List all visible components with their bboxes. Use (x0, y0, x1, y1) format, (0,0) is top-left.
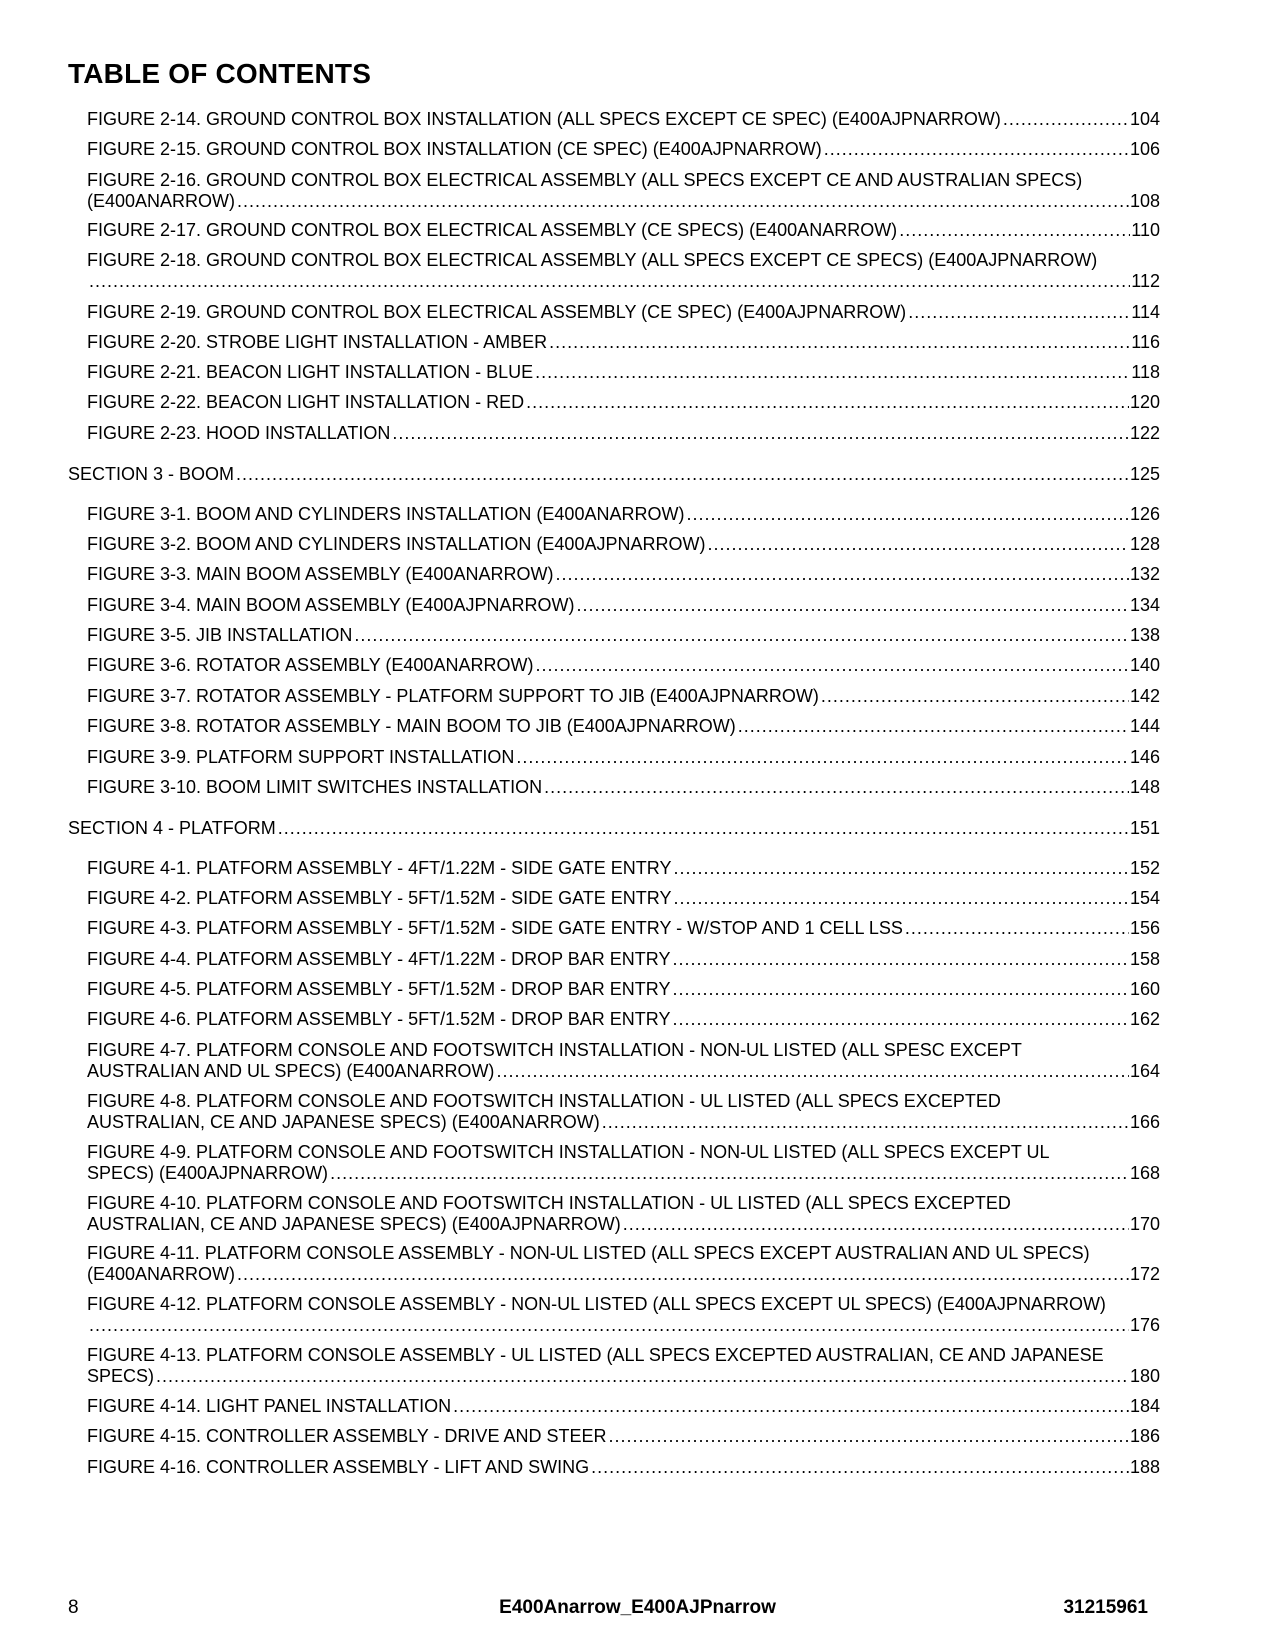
toc-figure-entry[interactable] (87, 777, 1160, 798)
toc-entry-title-line: FIGURE 3-4. MAIN BOOM ASSEMBLY (E400AJPNARROW) (87, 595, 575, 615)
dot-leader (496, 1061, 1129, 1082)
dot-leader (821, 686, 1129, 707)
toc-entry-title-line: FIGURE 3-9. PLATFORM SUPPORT INSTALLATION (87, 747, 515, 767)
toc-entry-page-number: 108 (1129, 191, 1160, 211)
toc-entry-leader-row (87, 302, 1160, 323)
toc-figure-entry[interactable] (87, 1426, 1160, 1447)
toc-entry-title-line: FIGURE 3-5. JIB INSTALLATION (87, 625, 353, 645)
dot-leader (535, 362, 1130, 383)
dot-leader (516, 747, 1129, 768)
dot-leader (555, 564, 1129, 585)
toc-figure-entry[interactable] (87, 1396, 1160, 1417)
toc-entry-title-line: FIGURE 2-15. GROUND CONTROL BOX INSTALLATION (CE SPEC) (E400AJPNARROW) (87, 139, 822, 159)
toc-entry-leader-row (87, 139, 1160, 160)
footer-page-number: 8 (68, 1597, 79, 1618)
toc-entry-title-line: SPECS) (87, 1366, 155, 1386)
dot-leader (549, 332, 1130, 353)
dot-leader (673, 858, 1128, 879)
toc-entry-title-line: FIGURE 3-7. ROTATOR ASSEMBLY - PLATFORM SUPPORT TO JIB (E400AJPNARROW) (87, 686, 819, 706)
toc-entry-page-number: 172 (1129, 1264, 1160, 1284)
toc-entry-page-number: 176 (1129, 1315, 1160, 1335)
toc-entry-title-line: FIGURE 4-5. PLATFORM ASSEMBLY - 5FT/1.52M - DROP BAR ENTRY (87, 979, 671, 999)
toc-entry-page-number: 112 (1131, 271, 1160, 291)
toc-entry-leader-row (87, 1163, 1160, 1184)
dot-leader (623, 1214, 1129, 1235)
toc-entry-page-number: 125 (1129, 464, 1160, 484)
toc-entry-page-number: 114 (1131, 302, 1160, 322)
dot-leader (535, 655, 1129, 676)
toc-entry-leader-row (87, 1396, 1160, 1417)
toc-entry-title-line: FIGURE 3-10. BOOM LIMIT SWITCHES INSTALLATION (87, 777, 543, 797)
toc-entry-page-number: 126 (1129, 504, 1160, 524)
toc-figure-entry[interactable] (87, 423, 1160, 444)
toc-figure-entry[interactable] (87, 139, 1160, 160)
toc-entry-leader-row (87, 716, 1160, 737)
toc-entry-title-line: FIGURE 3-3. MAIN BOOM ASSEMBLY (E400ANARROW) (87, 564, 554, 584)
toc-entry-leader-row (87, 564, 1160, 585)
toc-entry-page-number: 180 (1129, 1366, 1160, 1386)
toc-entry-leader-row (87, 392, 1160, 413)
dot-leader (707, 534, 1129, 555)
toc-entry-title-line: FIGURE 2-21. BEACON LIGHT INSTALLATION - BLUE (87, 362, 534, 382)
toc-entry-title-line: FIGURE 2-17. GROUND CONTROL BOX ELECTRICAL ASSEMBLY (CE SPECS) (E400ANARROW) (87, 220, 898, 240)
toc-entry-title-line: FIGURE 3-1. BOOM AND CYLINDERS INSTALLATION (E400ANARROW) (87, 504, 685, 524)
toc-figure-entry[interactable] (87, 302, 1160, 323)
toc-entry-page-number: 142 (1129, 686, 1160, 706)
toc-entry-leader-row (87, 858, 1160, 879)
toc-entry-leader-row (68, 818, 1160, 839)
toc-figure-entry[interactable] (87, 1009, 1160, 1030)
toc-entry-page-number: 152 (1129, 858, 1160, 878)
toc-entry-leader-row (87, 534, 1160, 555)
toc-figure-entry[interactable] (87, 1243, 1160, 1285)
toc-figure-entry[interactable] (87, 655, 1160, 676)
toc-figure-entry[interactable] (87, 625, 1160, 646)
toc-entry-leader-row (87, 888, 1160, 909)
toc-figure-entry[interactable] (87, 534, 1160, 555)
toc-entry-leader-row (87, 1315, 1160, 1336)
toc-figure-entry[interactable] (87, 747, 1160, 768)
toc-entry-page-number: 140 (1129, 655, 1160, 675)
dot-leader (354, 625, 1129, 646)
dot-leader (672, 949, 1128, 970)
toc-entry-leader-row (87, 1061, 1160, 1082)
toc-entry-title-line: SPECS) (E400AJPNARROW) (87, 1163, 329, 1183)
toc-entry-title-line: FIGURE 2-20. STROBE LIGHT INSTALLATION - AMBER (87, 332, 548, 352)
toc-figure-entry[interactable] (87, 949, 1160, 970)
dot-leader (1003, 109, 1129, 130)
toc-entry-title-line: FIGURE 4-3. PLATFORM ASSEMBLY - 5FT/1.52M - SIDE GATE ENTRY - W/STOP AND 1 CELL LSS (87, 918, 903, 938)
dot-leader (576, 595, 1129, 616)
dot-leader (824, 139, 1129, 160)
toc-figure-entry[interactable] (87, 1294, 1160, 1336)
toc-section-entry[interactable] (68, 818, 1160, 839)
toc-entry-page-number: 151 (1129, 818, 1160, 838)
dot-leader (236, 464, 1129, 485)
dot-leader (392, 423, 1129, 444)
toc-figure-entry[interactable] (87, 1142, 1160, 1184)
toc-entry-title-line: SECTION 3 - BOOM (68, 464, 235, 484)
toc-figure-entry[interactable] (87, 220, 1160, 241)
toc-entry-page-number: 116 (1131, 332, 1160, 352)
toc-entry-title-line: FIGURE 3-2. BOOM AND CYLINDERS INSTALLATION (E400AJPNARROW) (87, 534, 706, 554)
dot-leader (686, 504, 1129, 525)
toc-entry-leader-row (87, 625, 1160, 646)
toc-entry-title-line: FIGURE 4-10. PLATFORM CONSOLE AND FOOTSWITCH INSTALLATION - UL LISTED (ALL SPECS EXCEPTED (87, 1193, 1011, 1213)
dot-leader (156, 1366, 1129, 1387)
dot-leader (591, 1457, 1129, 1478)
dot-leader (237, 191, 1129, 212)
toc-entry-leader-row (87, 1112, 1160, 1133)
toc-entry-title-line: FIGURE 4-14. LIGHT PANEL INSTALLATION (87, 1396, 452, 1416)
toc-figure-entry[interactable] (87, 170, 1160, 212)
toc-entry-title-line: FIGURE 2-18. GROUND CONTROL BOX ELECTRICAL ASSEMBLY (ALL SPECS EXCEPT CE SPECS) (E400AJPNARROW) (87, 250, 1098, 270)
toc-entry-title-line: FIGURE 4-6. PLATFORM ASSEMBLY - 5FT/1.52M - DROP BAR ENTRY (87, 1009, 671, 1029)
toc-entry-title-line: FIGURE 4-16. CONTROLLER ASSEMBLY - LIFT AND SWING (87, 1457, 590, 1477)
toc-entry-title-line: FIGURE 4-1. PLATFORM ASSEMBLY - 4FT/1.22M - SIDE GATE ENTRY (87, 858, 672, 878)
toc-entry-title-line: AUSTRALIAN AND UL SPECS) (E400ANARROW) (87, 1061, 495, 1081)
toc-figure-entry[interactable] (87, 109, 1160, 130)
toc-entry-title-line: FIGURE 4-11. PLATFORM CONSOLE ASSEMBLY - NON-UL LISTED (ALL SPECS EXCEPT AUSTRALIAN AND UL SPECS) (87, 1243, 1090, 1263)
toc-entry-page-number: 162 (1129, 1009, 1160, 1029)
toc-entry-leader-row (87, 1009, 1160, 1030)
toc-figure-entry[interactable] (87, 1040, 1160, 1082)
toc-figure-entry[interactable] (87, 1193, 1160, 1235)
toc-entry-title-line: FIGURE 2-23. HOOD INSTALLATION (87, 423, 391, 443)
dot-leader (453, 1396, 1129, 1417)
toc-entry-leader-row (87, 271, 1160, 292)
toc-figure-entry[interactable] (87, 1457, 1160, 1478)
toc-entry-title-line: FIGURE 4-2. PLATFORM ASSEMBLY - 5FT/1.52M - SIDE GATE ENTRY (87, 888, 672, 908)
toc-entry-page-number: 120 (1129, 392, 1160, 412)
toc-entry-page-number: 166 (1129, 1112, 1160, 1132)
toc-entry-page-number: 188 (1129, 1457, 1160, 1477)
toc-figure-entry[interactable] (87, 1345, 1160, 1387)
toc-entry-title-line: FIGURE 4-7. PLATFORM CONSOLE AND FOOTSWITCH INSTALLATION - NON-UL LISTED (ALL SPESC EXCEPT (87, 1040, 1022, 1060)
toc-entry-page-number: 104 (1129, 109, 1160, 129)
toc-entry-page-number: 168 (1129, 1163, 1160, 1183)
footer-document-title: E400Anarrow_E400AJPnarrow (499, 1597, 776, 1618)
toc-entry-leader-row (87, 777, 1160, 798)
toc-entry-page-number: 106 (1129, 139, 1160, 159)
dot-leader (899, 220, 1130, 241)
toc-entry-page-number: 156 (1129, 918, 1160, 938)
toc-entry-page-number: 144 (1129, 716, 1160, 736)
toc-entry-title-line: FIGURE 2-22. BEACON LIGHT INSTALLATION - RED (87, 392, 525, 412)
toc-entry-title-line: FIGURE 4-4. PLATFORM ASSEMBLY - 4FT/1.22M - DROP BAR ENTRY (87, 949, 671, 969)
toc-entry-page-number: 154 (1129, 888, 1160, 908)
toc-entry-page-number: 122 (1129, 423, 1160, 443)
toc-entry-leader-row (87, 362, 1160, 383)
toc-figure-entry[interactable] (87, 918, 1160, 939)
toc-entry-title-line: (E400ANARROW) (87, 1264, 236, 1284)
dot-leader (673, 888, 1128, 909)
toc-entry-page-number: 184 (1129, 1396, 1160, 1416)
toc-entry-page-number: 164 (1129, 1061, 1160, 1081)
toc-entry-title-line: FIGURE 4-13. PLATFORM CONSOLE ASSEMBLY - UL LISTED (ALL SPECS EXCEPTED AUSTRALIAN, CE AND JAPANESE (87, 1345, 1104, 1365)
toc-figure-entry[interactable] (87, 686, 1160, 707)
toc-entry-leader-row (87, 109, 1160, 130)
toc-figure-entry[interactable] (87, 392, 1160, 413)
toc-entry-page-number: 118 (1131, 362, 1160, 382)
dot-leader (89, 1315, 1129, 1336)
dot-leader (905, 918, 1129, 939)
toc-figure-entry[interactable] (87, 979, 1160, 1000)
toc-figure-entry[interactable] (87, 595, 1160, 616)
toc-figure-entry[interactable] (87, 888, 1160, 909)
toc-entry-leader-row (87, 686, 1160, 707)
dot-leader (526, 392, 1129, 413)
toc-entry-title-line: AUSTRALIAN, CE AND JAPANESE SPECS) (E400AJPNARROW) (87, 1214, 621, 1234)
dot-leader (237, 1264, 1129, 1285)
toc-entry-title-line: (E400ANARROW) (87, 191, 236, 211)
dot-leader (89, 271, 1130, 292)
toc-entry-page-number: 148 (1129, 777, 1160, 797)
dot-leader (608, 1426, 1128, 1447)
toc-figure-entry[interactable] (87, 362, 1160, 383)
toc-figure-entry[interactable] (87, 1091, 1160, 1133)
toc-figure-entry[interactable] (87, 716, 1160, 737)
toc-entry-page-number: 134 (1129, 595, 1160, 615)
toc-entry-leader-row (87, 747, 1160, 768)
toc-figure-entry[interactable] (87, 504, 1160, 525)
toc-entry-leader-row (87, 1264, 1160, 1285)
toc-entry-leader-row (87, 979, 1160, 1000)
toc-entry-leader-row (87, 1426, 1160, 1447)
toc-entry-leader-row (68, 464, 1160, 485)
dot-leader (330, 1163, 1129, 1184)
toc-entry-title-line: FIGURE 4-12. PLATFORM CONSOLE ASSEMBLY - NON-UL LISTED (ALL SPECS EXCEPT UL SPECS) (E400AJPNARROW) (87, 1294, 1106, 1314)
toc-entry-page-number: 158 (1129, 949, 1160, 969)
toc-entry-title-line: FIGURE 4-15. CONTROLLER ASSEMBLY - DRIVE AND STEER (87, 1426, 607, 1446)
toc-entry-leader-row (87, 504, 1160, 525)
toc-entry-title-line: FIGURE 2-14. GROUND CONTROL BOX INSTALLATION (ALL SPECS EXCEPT CE SPEC) (E400AJPNARROW) (87, 109, 1001, 129)
toc-entry-leader-row (87, 220, 1160, 241)
toc-entry-leader-row (87, 332, 1160, 353)
dot-leader (602, 1112, 1129, 1133)
footer-document-number: 31215961 (1063, 1597, 1148, 1618)
toc-entry-page-number: 128 (1129, 534, 1160, 554)
toc-entry-title-line: SECTION 4 - PLATFORM (68, 818, 276, 838)
toc-entry-page-number: 138 (1129, 625, 1160, 645)
dot-leader (672, 1009, 1128, 1030)
dot-leader (908, 302, 1130, 323)
toc-figure-entry[interactable] (87, 332, 1160, 353)
toc-figure-entry[interactable] (87, 564, 1160, 585)
toc-entry-page-number: 170 (1129, 1214, 1160, 1234)
toc-entry-leader-row (87, 423, 1160, 444)
toc-figure-entry[interactable] (87, 250, 1160, 292)
toc-entry-leader-row (87, 918, 1160, 939)
toc-entry-page-number: 160 (1129, 979, 1160, 999)
toc-entry-title-line: FIGURE 2-16. GROUND CONTROL BOX ELECTRICAL ASSEMBLY (ALL SPECS EXCEPT CE AND AUSTRALIAN SPECS) (87, 170, 1083, 190)
dot-leader (738, 716, 1129, 737)
toc-entry-title-line: FIGURE 4-9. PLATFORM CONSOLE AND FOOTSWITCH INSTALLATION - NON-UL LISTED (ALL SPECS EXCEPT UL (87, 1142, 1050, 1162)
toc-entry-title-line: FIGURE 2-19. GROUND CONTROL BOX ELECTRICAL ASSEMBLY (CE SPEC) (E400AJPNARROW) (87, 302, 907, 322)
toc-entry-leader-row (87, 1457, 1160, 1478)
toc-figure-entry[interactable] (87, 858, 1160, 879)
dot-leader (672, 979, 1128, 1000)
toc-entry-title-line: FIGURE 4-8. PLATFORM CONSOLE AND FOOTSWITCH INSTALLATION - UL LISTED (ALL SPECS EXCEPTED (87, 1091, 1001, 1111)
toc-entry-leader-row (87, 1214, 1160, 1235)
toc-entry-title-line: FIGURE 3-8. ROTATOR ASSEMBLY - MAIN BOOM TO JIB (E400AJPNARROW) (87, 716, 736, 736)
toc-entry-leader-row (87, 191, 1160, 212)
toc-entry-leader-row (87, 1366, 1160, 1387)
toc-entry-title-line: FIGURE 3-6. ROTATOR ASSEMBLY (E400ANARROW) (87, 655, 534, 675)
toc-entry-leader-row (87, 595, 1160, 616)
toc-entry-page-number: 146 (1129, 747, 1160, 767)
toc-entry-leader-row (87, 949, 1160, 970)
toc-entry-title-line: AUSTRALIAN, CE AND JAPANESE SPECS) (E400ANARROW) (87, 1112, 600, 1132)
toc-entry-page-number: 186 (1129, 1426, 1160, 1446)
toc-entry-page-number: 110 (1131, 220, 1160, 240)
dot-leader (278, 818, 1129, 839)
toc-entry-leader-row (87, 655, 1160, 676)
dot-leader (544, 777, 1129, 798)
page-title: TABLE OF CONTENTS (68, 58, 372, 89)
toc-entry-page-number: 132 (1129, 564, 1160, 584)
toc-section-entry[interactable] (68, 464, 1160, 485)
